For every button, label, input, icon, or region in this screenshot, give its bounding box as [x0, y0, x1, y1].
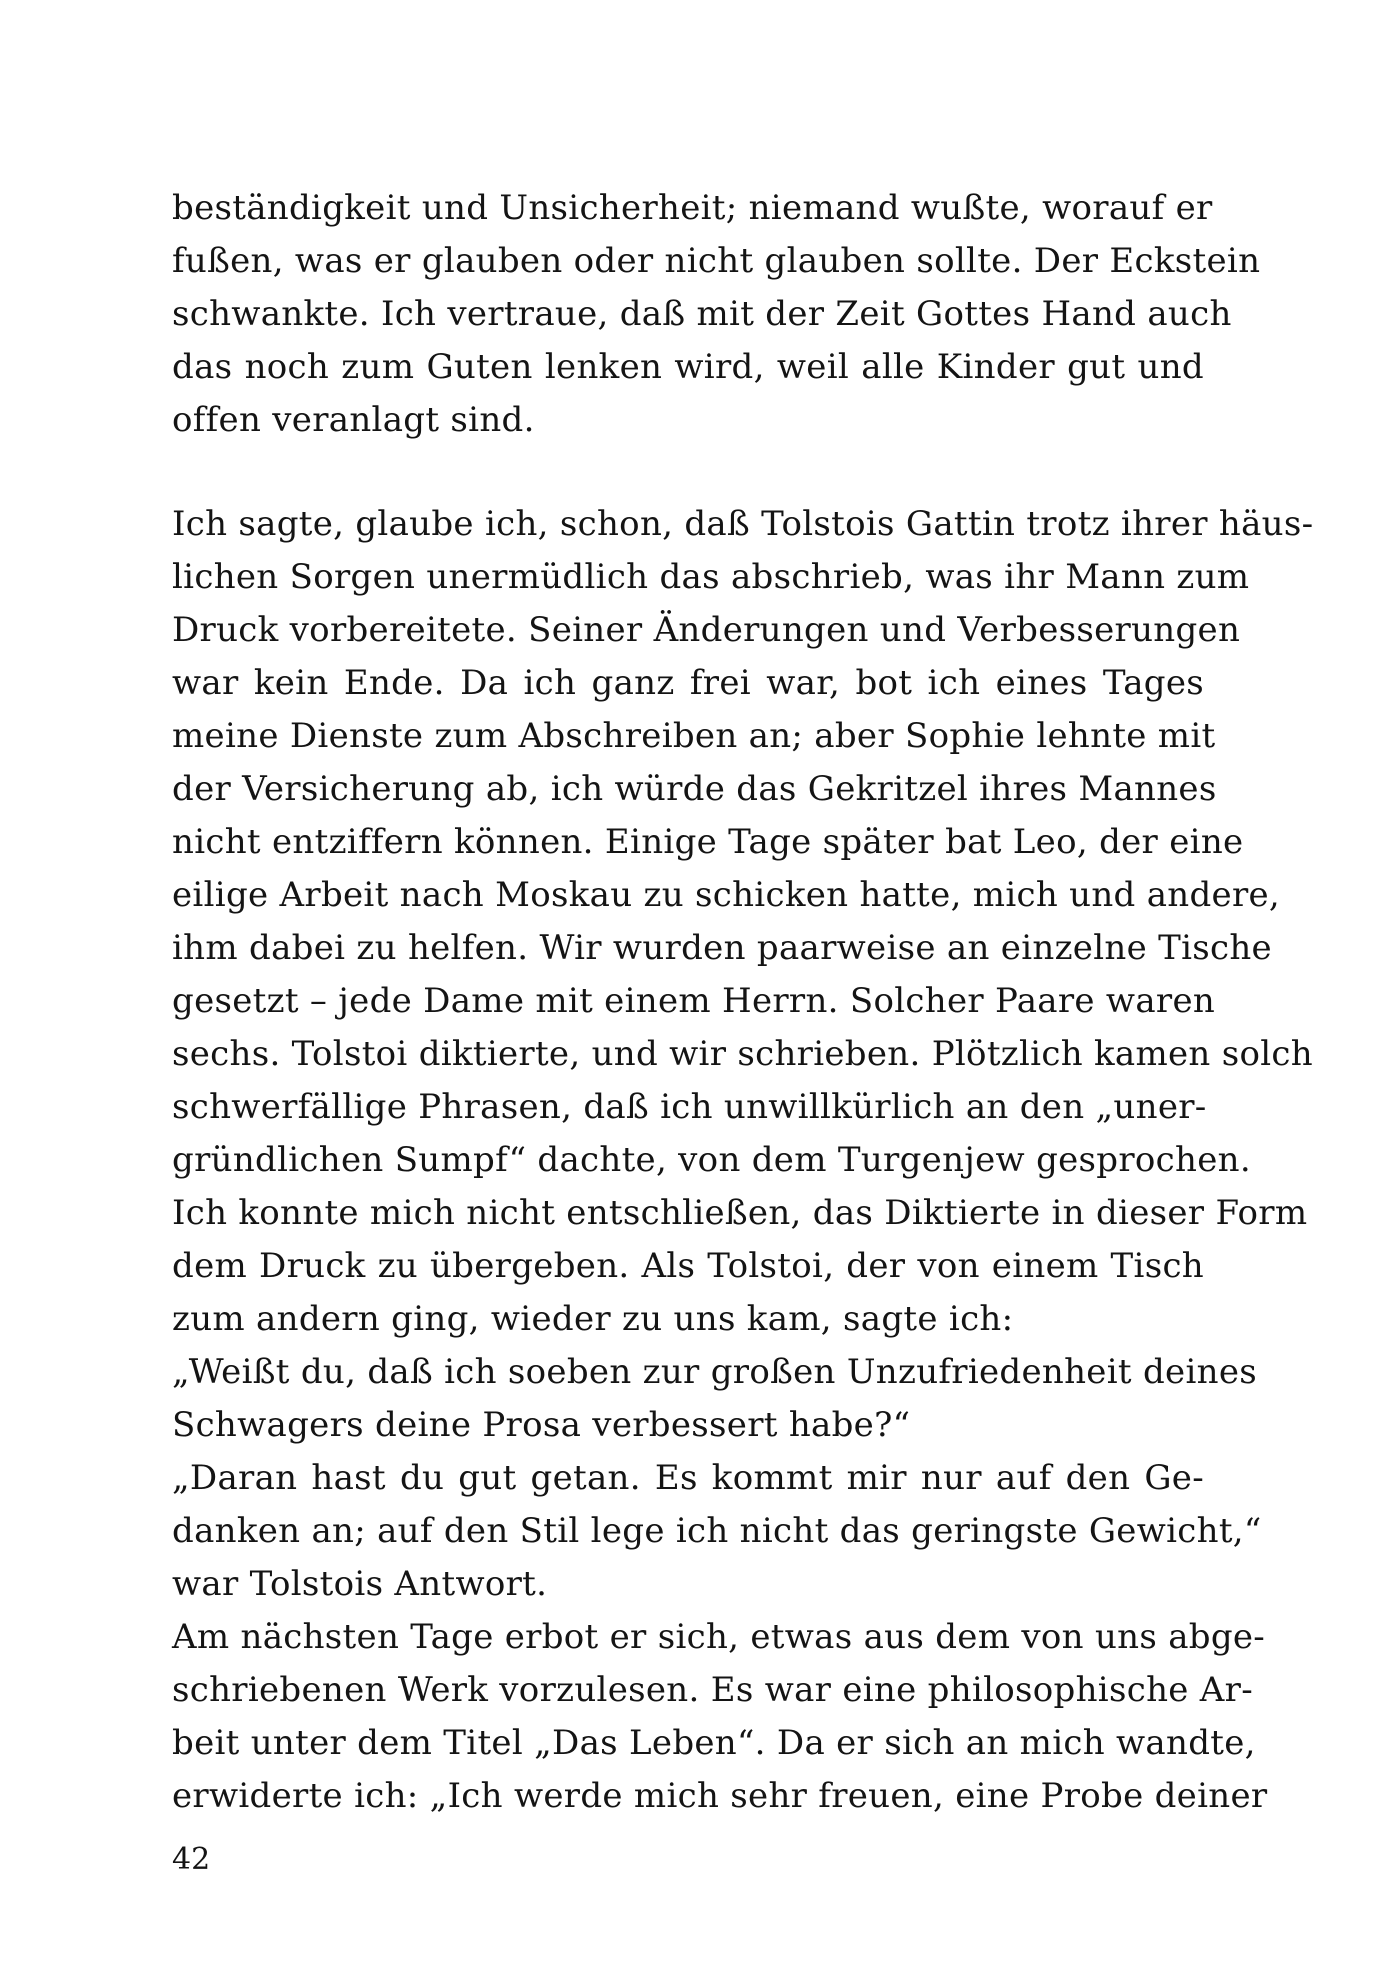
text-line: gründlichen Sumpf“ dachte, von dem Turgenjew gesprochen.: [172, 1140, 1251, 1180]
text-line: war kein Ende. Da ich ganz frei war, bot ich eines Tages: [172, 663, 1204, 703]
text-line: Ich sagte, glaube ich, schon, daß Tolstois Gattin trotz ihrer häus-: [172, 504, 1314, 544]
text-line: gesetzt – jede Dame mit einem Herrn. Solcher Paare waren: [172, 981, 1216, 1021]
text-line: beit unter dem Titel „Das Leben“. Da er sich an mich wandte,: [172, 1723, 1256, 1763]
paragraph-1: [172, 182, 1261, 447]
text-line: beständigkeit und Unsicherheit; niemand wußte, worauf er: [172, 188, 1213, 228]
text-line: fußen, was er glauben oder nicht glauben sollte. Der Eckstein: [172, 241, 1261, 281]
text-line: das noch zum Guten lenken wird, weil alle Kinder gut und: [172, 347, 1204, 387]
text-line: schriebenen Werk vorzulesen. Es war eine philosophische Ar-: [172, 1670, 1253, 1710]
paragraph-2: [172, 498, 1314, 1823]
text-line: dem Druck zu übergeben. Als Tolstoi, der von einem Tisch: [172, 1246, 1204, 1286]
text-line: schwankte. Ich vertraue, daß mit der Zeit Gottes Hand auch: [172, 294, 1232, 334]
text-line: sechs. Tolstoi diktierte, und wir schrieben. Plötzlich kamen solch: [172, 1034, 1313, 1074]
text-line: eilige Arbeit nach Moskau zu schicken hatte, mich und andere,: [172, 875, 1281, 915]
text-line: danken an; auf den Stil lege ich nicht das geringste Gewicht,“: [172, 1511, 1262, 1551]
text-line: ihm dabei zu helfen. Wir wurden paarweise an einzelne Tische: [172, 928, 1272, 968]
page-number: 42: [172, 1842, 211, 1877]
text-line: „Weißt du, daß ich soeben zur großen Unzufriedenheit deines: [172, 1352, 1257, 1392]
text-line: lichen Sorgen unermüdlich das abschrieb, was ihr Mann zum: [172, 557, 1250, 597]
text-line: zum andern ging, wieder zu uns kam, sagte ich:: [172, 1299, 1014, 1339]
text-line: meine Dienste zum Abschreiben an; aber Sophie lehnte mit: [172, 716, 1216, 756]
text-line: Am nächsten Tage erbot er sich, etwas aus dem von uns abge-: [172, 1617, 1266, 1657]
text-line: „Daran hast du gut getan. Es kommt mir nur auf den Ge-: [172, 1458, 1204, 1498]
text-line: war Tolstois Antwort.: [172, 1564, 548, 1604]
text-line: Druck vorbereitete. Seiner Änderungen und Verbesserungen: [172, 610, 1241, 650]
text-line: der Versicherung ab, ich würde das Gekritzel ihres Mannes: [172, 769, 1217, 809]
text-line: Ich konnte mich nicht entschließen, das Diktierte in dieser Form: [172, 1193, 1308, 1233]
text-line: Schwagers deine Prosa verbessert habe?“: [172, 1405, 911, 1445]
text-line: nicht entziffern können. Einige Tage später bat Leo, der eine: [172, 822, 1244, 862]
text-line: offen veranlagt sind.: [172, 400, 535, 440]
text-line: schwerfällige Phrasen, daß ich unwillkürlich an den „uner-: [172, 1087, 1207, 1127]
text-line: erwiderte ich: „Ich werde mich sehr freuen, eine Probe deiner: [172, 1776, 1268, 1816]
